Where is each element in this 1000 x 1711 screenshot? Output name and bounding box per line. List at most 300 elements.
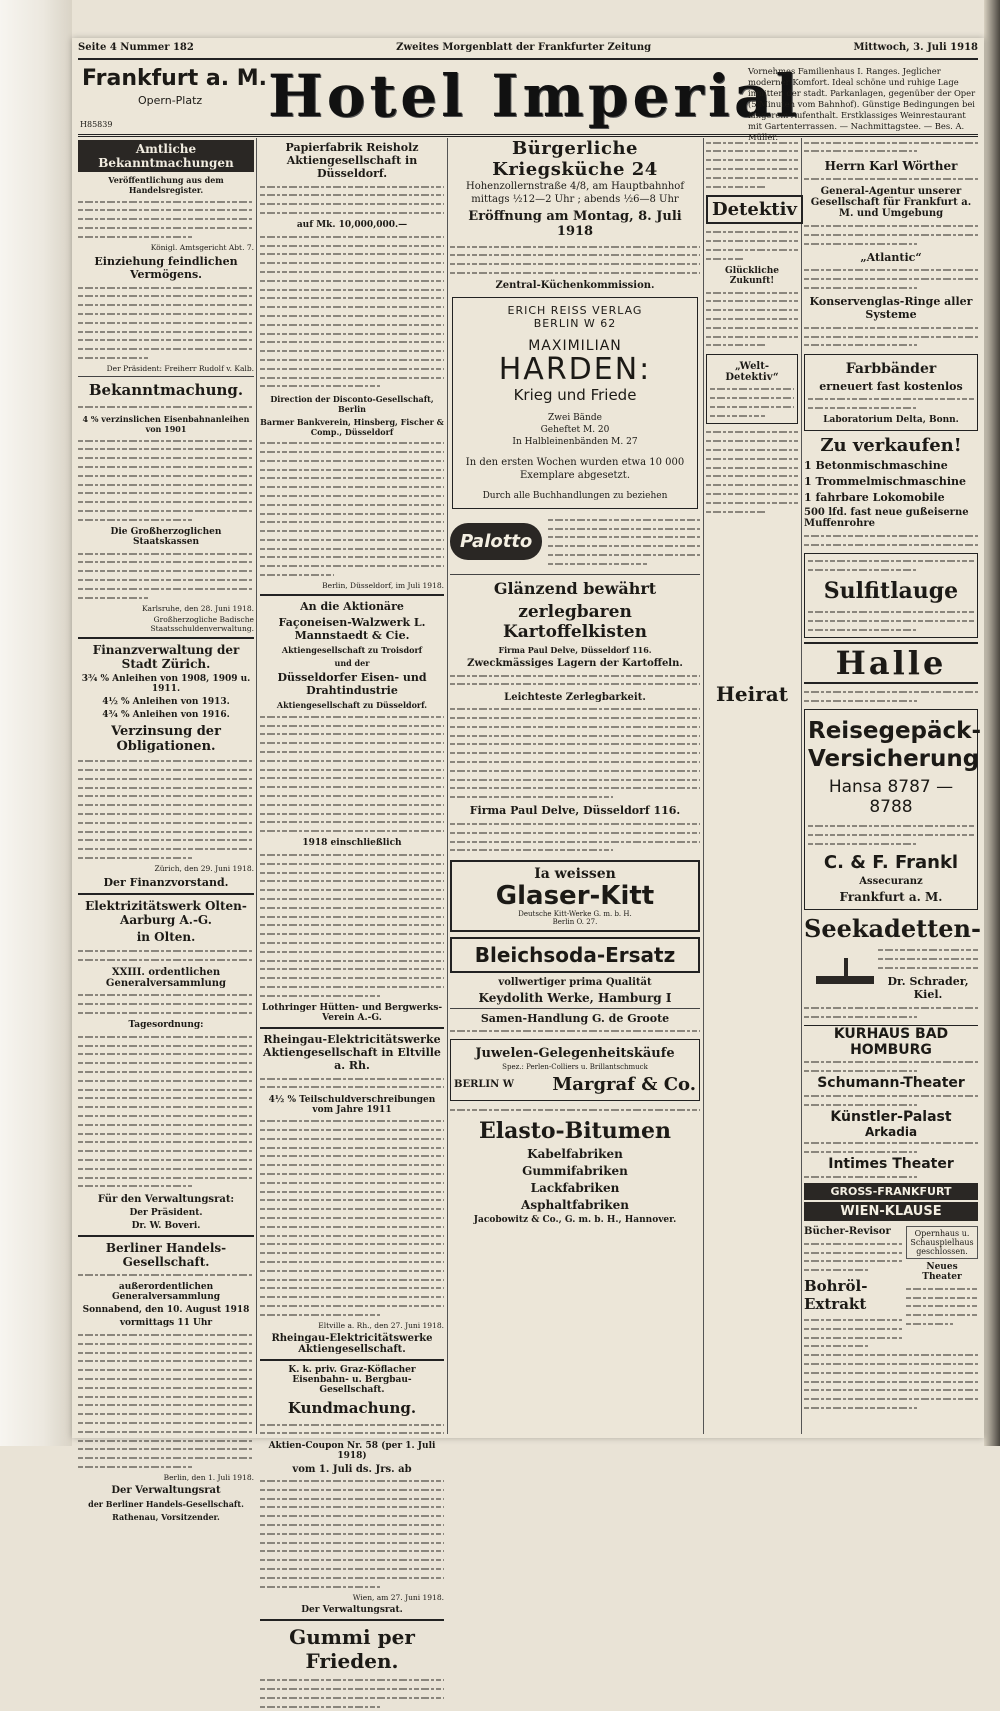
text-line: [260, 364, 444, 373]
text-line: [260, 921, 444, 930]
signature-title: Der Verwaltungsrat: [111, 1485, 221, 1497]
column-divider: [703, 138, 704, 1434]
theater-name: WIEN-KLAUSE: [804, 1202, 978, 1221]
ad-heading: Farbbänder: [845, 360, 937, 377]
text-line: [260, 182, 444, 191]
ad-city: BERLIN W: [454, 1079, 514, 1091]
text-line: [260, 570, 444, 579]
text-line: [804, 275, 978, 284]
text-line: [260, 1083, 444, 1092]
text-line: [260, 518, 444, 527]
company-name: Düsseldorfer Eisen- und Drahtindustrie: [277, 671, 427, 698]
text-line: [78, 1085, 254, 1094]
signature-title: Der Finanzvorstand.: [103, 876, 229, 890]
ship-illustration: [804, 948, 874, 988]
hotel-banner-ad: [78, 62, 978, 142]
signature: Wien, am 27. Juni 1918.: [352, 1592, 444, 1602]
text-line: [78, 1103, 254, 1112]
text-line: [260, 1152, 444, 1161]
text-line: [260, 947, 444, 956]
text-line: [804, 1100, 978, 1109]
article-heading: Rheingau-Elektricitätswerke Aktiengesellschaft in Eltville a. Rh.: [263, 1032, 441, 1072]
text-line: [260, 886, 444, 895]
ad-company: „Atlantic“: [860, 250, 922, 264]
text-line: [260, 1213, 444, 1222]
text-line: [548, 542, 700, 551]
text-line: [804, 1315, 902, 1324]
text-line: [78, 1436, 254, 1445]
text-line: [78, 1111, 254, 1120]
book-volumes: Zwei Bände: [548, 413, 602, 424]
kurhaus-ad: KURHAUS BAD HOMBURG: [804, 1025, 978, 1058]
text-line: [260, 483, 444, 492]
capital-amount: auf Mk. 10,000,000.—: [296, 220, 408, 231]
text-line: [78, 1120, 254, 1129]
ad-subheading: Spez.: Perlen-Colliers u. Brillantschmuck: [502, 1063, 648, 1072]
text-line: [804, 1377, 978, 1386]
text-line: [78, 301, 254, 310]
text-line: [78, 436, 254, 445]
text-line: [78, 1445, 254, 1454]
kitt-company: Deutsche Kitt-Werke G. m. b. H.: [518, 909, 632, 918]
text-line: [804, 138, 978, 147]
text-line: [706, 147, 798, 156]
text-line: [710, 393, 794, 402]
text-line: [804, 1248, 902, 1257]
text-line: [260, 721, 444, 730]
text-line: [804, 1386, 978, 1395]
publisher-name: ERICH REISS VERLAG: [507, 304, 643, 318]
ad-subheading: Zweckmässiges Lagern der Kartoffeln.: [467, 657, 683, 669]
signature-title: Rheingau-Elektricitätswerke Aktiengesellschaft.: [271, 1332, 433, 1355]
text-line: [78, 445, 254, 454]
ad-hours: mittags ½12—2 Uhr ; abends ½6—8 Uhr: [471, 194, 679, 205]
text-line: [78, 1059, 254, 1068]
author-first-name: MAXIMILIAN: [528, 338, 622, 355]
text-line: [804, 1003, 978, 1012]
ad-heading: Samen-Handlung G. de Groote: [480, 1011, 670, 1025]
text-line: [260, 544, 444, 553]
text-line: [78, 1129, 254, 1138]
theater-name: Arkadia: [864, 1124, 918, 1139]
theater-name: Schumann-Theater: [817, 1075, 965, 1092]
text-line: [706, 428, 798, 437]
text-line: [260, 1477, 444, 1486]
bleichsoda-ad: Bleichsoda-Ersatz: [450, 937, 700, 973]
text-line: [808, 830, 974, 839]
book-price: Geheftet M. 20: [540, 425, 610, 436]
text-line: [260, 965, 444, 974]
text-line: [260, 1494, 444, 1503]
ad-item: 500 lfd. fast neue gußeiserne Muffenrohre: [804, 507, 969, 530]
text-line: [710, 411, 794, 420]
ad-product: Elasto-Bitumen: [478, 1118, 672, 1145]
text-line: [78, 232, 254, 241]
loan-line: 3¾ % Anleihen von 1908, 1909 u. 1911.: [81, 673, 251, 694]
text-line: [804, 1359, 978, 1368]
text-line: [260, 562, 444, 571]
text-line: [260, 232, 444, 241]
text-line: [78, 1410, 254, 1419]
text-line: [450, 1105, 700, 1114]
text-line: [78, 1348, 254, 1357]
kitt-ad: [450, 860, 700, 932]
signature: Der Präsident: Freiherr Rudolf v. Kalb.: [106, 364, 254, 374]
text-line: [808, 557, 974, 566]
text-line: [78, 402, 254, 411]
text-line: [78, 1392, 254, 1401]
text-line: [260, 991, 444, 1000]
ad-subheading: General-Agentur unserer Gesellschaft für Frankfurt a. M. und Umgebung: [810, 186, 972, 220]
halle-ad: Halle: [804, 642, 978, 684]
text-line: [450, 740, 700, 749]
text-line: [78, 1462, 254, 1471]
theater-name: GROSS-FRANKFURT: [804, 1183, 978, 1200]
book-sales: In den ersten Wochen wurden etwa 10 000 Exemplare abgesetzt.: [465, 457, 685, 482]
text-line: [260, 1187, 444, 1196]
text-line: [78, 991, 254, 1000]
text-line: [706, 306, 798, 315]
text-line: [78, 1094, 254, 1103]
text-line: [78, 462, 254, 471]
text-line: [260, 1547, 444, 1556]
banner-code: H85839: [80, 120, 113, 129]
ad-heading: „Welt-Detektiv“: [725, 360, 779, 383]
detektiv-ad: Detektiv: [706, 195, 803, 224]
text-line: [260, 1573, 444, 1582]
text-line: [808, 607, 974, 616]
text-line: [706, 288, 798, 297]
text-line: [260, 250, 444, 259]
column-1: [78, 138, 254, 1523]
insurance-city: Frankfurt a. M.: [839, 889, 943, 904]
text-line: [804, 1058, 978, 1067]
kitt-product: Glaser-Kitt: [495, 880, 655, 911]
column-divider: [256, 138, 257, 1434]
text-line: [260, 259, 444, 268]
text-line: [804, 147, 978, 156]
text-line: [804, 221, 978, 230]
ad-company: Laboratorium Delta, Bonn.: [823, 415, 959, 426]
text-line: [260, 208, 444, 217]
text-line: [260, 1485, 444, 1494]
text-line: [706, 138, 798, 147]
text-line: [260, 320, 444, 329]
text-line: [260, 1685, 444, 1694]
text-line: [804, 1012, 978, 1021]
signature-name: Dr. W. Boveri.: [131, 1220, 201, 1231]
meeting-name: außerordentlichen Generalversammlung: [111, 1282, 221, 1303]
text-line: [804, 1368, 978, 1377]
text-line: [78, 766, 254, 775]
text-line: [706, 314, 798, 323]
text-line: [804, 230, 978, 239]
text-line: [260, 1143, 444, 1152]
juwelen-ad: [450, 1039, 700, 1101]
page-number: Seite 4 Nummer 182: [78, 42, 194, 53]
text-line: [78, 593, 254, 602]
text-line: [706, 156, 798, 165]
signature: Berlin, Düsseldorf, im Juli 1918.: [322, 581, 444, 591]
text-line: [450, 713, 700, 722]
text-line: [78, 584, 254, 593]
text-line: [260, 1240, 444, 1249]
text-line: [450, 251, 700, 260]
text-line: [450, 775, 700, 784]
text-line: [706, 228, 798, 237]
text-line: [260, 267, 444, 276]
ad-use: Gummifabriken: [522, 1164, 628, 1179]
text-line: [260, 285, 444, 294]
text-line: [78, 223, 254, 232]
text-line: [804, 239, 978, 248]
article-heading: K. k. priv. Graz-Köflacher Eisenbahn- u. Bergbau-Gesellschaft.: [288, 1364, 416, 1395]
heirat-heading: Heirat: [716, 682, 788, 706]
text-line: [78, 309, 254, 318]
text-line: [260, 191, 444, 200]
text-line: [260, 1293, 444, 1302]
column-4: [706, 138, 798, 1434]
signature-title: Der Verwaltungsrat.: [301, 1604, 403, 1615]
company-sub: Aktiengesellschaft zu Düsseldorf.: [276, 700, 428, 711]
text-line: [260, 535, 444, 544]
ad-item: 1 fahrbare Lokomobile: [804, 491, 945, 505]
text-line: [78, 1454, 254, 1463]
bank-name: Direction der Disconto-Gesellschaft, Berlin: [270, 393, 434, 414]
text-line: [260, 527, 444, 536]
section-heading: Amtliche Bekanntmachungen: [78, 140, 254, 172]
text-line: [78, 515, 254, 524]
text-line: [450, 731, 700, 740]
ad-product: Sulfitlauge: [823, 578, 959, 605]
text-line: [804, 1139, 978, 1148]
text-line: [260, 800, 444, 809]
text-line: [260, 859, 444, 868]
text-line: [260, 465, 444, 474]
text-line: [260, 1205, 444, 1214]
text-line: [78, 1418, 254, 1427]
text-line: [450, 749, 700, 758]
publisher-city: BERLIN W 62: [533, 317, 617, 331]
text-line: [78, 498, 254, 507]
text-line: [260, 938, 444, 947]
coupon-date: vom 1. Juli ds. Jrs. ab: [292, 1463, 412, 1475]
text-line: [804, 175, 978, 184]
text-line: [260, 1429, 444, 1438]
text-line: [706, 437, 798, 446]
ad-subheading: Leichteste Zerlegbarkeit.: [504, 691, 646, 703]
text-line: [706, 463, 798, 472]
text-line: [260, 1117, 444, 1126]
text-line: [804, 323, 978, 332]
text-line: [78, 283, 254, 292]
text-line: [450, 837, 700, 846]
text-line: [706, 182, 798, 191]
text-line: [706, 481, 798, 490]
text-line: [706, 323, 798, 332]
text-line: [78, 955, 254, 964]
text-line: [450, 846, 700, 855]
ad-item: 1 Betonmischmaschine: [804, 459, 948, 473]
text-line: [78, 480, 254, 489]
subheading: 4 % verzinslichen Eisenbahnanleihen von 1901: [82, 413, 250, 434]
signature: Berlin, den 1. Juli 1918.: [163, 1473, 254, 1483]
article-heading: Verzinsung der Obligationen.: [111, 723, 221, 754]
page-edge: [984, 0, 1000, 1446]
insurance-type: Assecuranz: [859, 875, 923, 887]
text-line: [260, 827, 444, 836]
article-heading: Bekanntmachung.: [88, 381, 244, 400]
text-line: [906, 1319, 978, 1328]
text-line: [78, 1339, 254, 1348]
text-line: [78, 336, 254, 345]
text-line: [260, 439, 444, 448]
text-line: [260, 809, 444, 818]
text-line: [260, 491, 444, 500]
text-line: [260, 1125, 444, 1134]
text-line: [260, 1284, 444, 1293]
text-line: [260, 1512, 444, 1521]
ad-subheading: erneuert fast kostenlos: [819, 379, 963, 393]
text-line: [260, 1676, 444, 1685]
text-line: [450, 819, 700, 828]
text-line: [260, 791, 444, 800]
coupon: Aktien-Coupon Nr. 58 (per 1. Juli 1918): [268, 1440, 436, 1461]
text-line: [78, 1374, 254, 1383]
text-line: [78, 292, 254, 301]
text-line: [450, 793, 700, 802]
article-heading: Berliner Handels-Gesellschaft.: [105, 1240, 227, 1269]
text-line: [808, 625, 974, 634]
text-line: [78, 549, 254, 558]
text-line: [260, 311, 444, 320]
ad-use: Asphaltfabriken: [521, 1198, 629, 1213]
text-line: [906, 1302, 978, 1311]
bond-name: 4½ % Teilschuldverschreibungen vom Jahre 1911: [268, 1094, 436, 1115]
company-name: Façoneisen-Walzwerk L. Mannstaedt & Cie.: [278, 616, 426, 643]
insurance-heading: Reisegepäck-Versicherung: [808, 718, 982, 773]
school-ad-heading: Seekadetten-: [804, 913, 981, 943]
text-line: [260, 730, 444, 739]
text-line: [78, 1401, 254, 1410]
text-line: [78, 1427, 254, 1436]
text-line: [78, 774, 254, 783]
text-line: [260, 1222, 444, 1231]
text-line: [260, 1564, 444, 1573]
text-line: [878, 955, 978, 964]
article-heading: Kundmachung.: [287, 1398, 417, 1417]
text-line: [78, 792, 254, 801]
ad-product: Bohröl-Extrakt: [804, 1277, 868, 1314]
text-line: [260, 982, 444, 991]
book-price: In Halbleinenbänden M. 27: [512, 437, 638, 448]
text-line: [260, 1231, 444, 1240]
text-line: [710, 385, 794, 394]
text-line: [450, 784, 700, 793]
text-line: [78, 827, 254, 836]
column-5: [804, 138, 982, 1434]
text-line: [260, 447, 444, 456]
text-line: [78, 197, 254, 206]
ad-heading: Gummi per Frieden.: [289, 1624, 415, 1673]
text-line: [78, 1076, 254, 1085]
text-line: [260, 894, 444, 903]
ad-item: 1 Trommelmischmaschine: [804, 475, 966, 489]
signature: Königl. Amtsgericht Abt. 7.: [150, 242, 254, 252]
text-line: [260, 1249, 444, 1258]
signature: Karlsruhe, den 28. Juni 1918.: [141, 603, 254, 613]
text-line: [78, 1330, 254, 1339]
text-line: [78, 1050, 254, 1059]
text-line: [260, 912, 444, 921]
text-line: [78, 1173, 254, 1182]
page-binding: [0, 0, 72, 1446]
personal-ads: [706, 678, 798, 709]
text-line: [260, 1178, 444, 1187]
text-line: [450, 828, 700, 837]
text-line: [260, 1556, 444, 1565]
article-city: in Olten.: [136, 930, 196, 945]
loan-line: 4¾ % Anleihen von 1916.: [102, 709, 230, 720]
text-line: [450, 680, 700, 689]
ad-signature: Zentral-Küchenkommission.: [495, 280, 655, 292]
column-2: [260, 138, 444, 1673]
text-line: [804, 1342, 902, 1351]
ad-opening: Eröffnung am Montag, 8. Juli 1918: [468, 209, 682, 239]
text-line: [260, 1693, 444, 1702]
text-line: [804, 1172, 978, 1181]
article-heading: Einziehung feindlichen Vermögens.: [94, 254, 238, 281]
text-line: [710, 402, 794, 411]
text-line: [548, 559, 700, 568]
text-line: [260, 382, 444, 391]
ad-company: Keydolith Werke, Hamburg I: [478, 990, 672, 1005]
text-line: [78, 206, 254, 215]
text-line: [260, 294, 444, 303]
text-line: [450, 260, 700, 269]
text-line: [548, 515, 700, 524]
company-sub: Aktiengesellschaft zu Troisdorf: [281, 645, 423, 656]
banner-city: Frankfurt a. M.: [82, 66, 267, 91]
text-line: [78, 818, 254, 827]
text-line: [808, 839, 974, 848]
text-line: [260, 241, 444, 250]
text-line: [804, 1148, 978, 1157]
text-line: [706, 297, 798, 306]
ad-heading: Zu verkaufen!: [820, 435, 962, 457]
text-line: [78, 1041, 254, 1050]
text-line: [78, 327, 254, 336]
ad-company: Firma Paul Delve, Düsseldorf 116.: [498, 644, 652, 655]
text-line: [706, 173, 798, 182]
text-line: [78, 1067, 254, 1076]
author-last-name: HARDEN:: [498, 352, 652, 388]
text-line: [78, 946, 254, 955]
text-line: [450, 722, 700, 731]
text-line: [878, 946, 978, 955]
text-line: [78, 567, 254, 576]
article-heading: Elektrizitätswerk Olten-Aarburg A.-G.: [85, 899, 247, 928]
header-rule: [78, 58, 978, 60]
text-line: [260, 303, 444, 312]
text-line: [706, 445, 798, 454]
text-line: [260, 1538, 444, 1547]
text-line: [78, 506, 254, 515]
subheading: Die Großherzoglichen Staatskassen: [110, 526, 222, 547]
text-line: [260, 877, 444, 886]
text-line: [450, 766, 700, 775]
meeting-time: vormittags 11 Uhr: [119, 1318, 213, 1329]
